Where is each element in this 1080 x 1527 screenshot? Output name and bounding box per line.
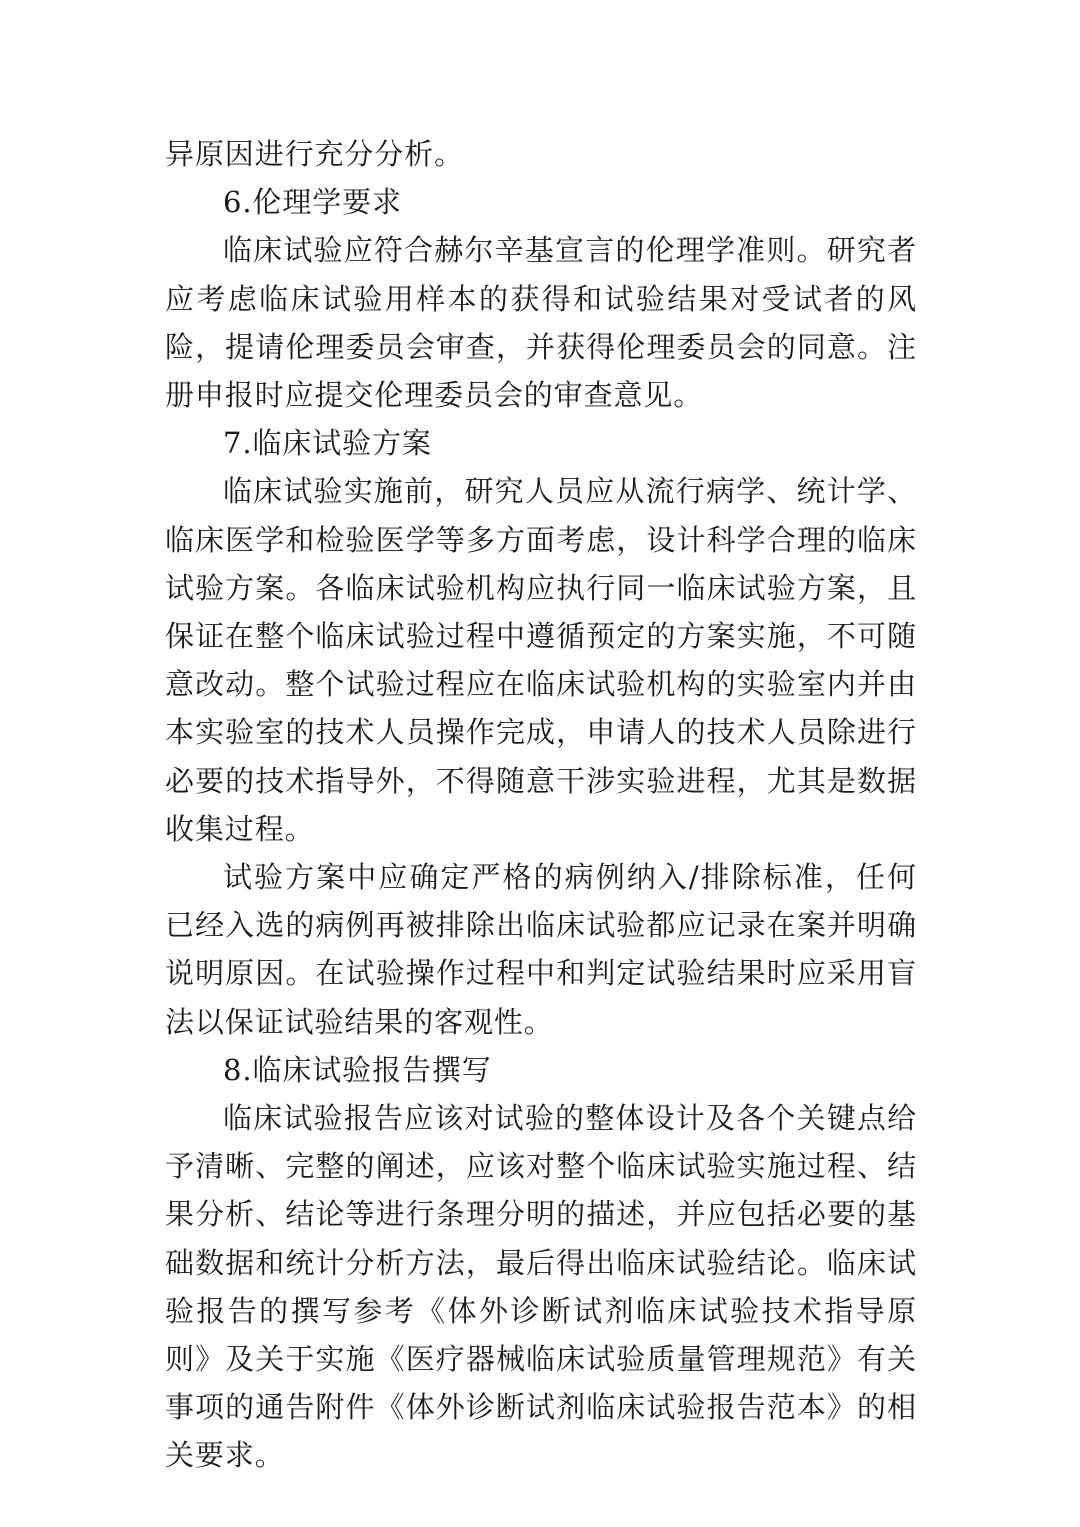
paragraph-continuation: 异原因进行充分分析。 [165,137,465,171]
paragraph-report: 临床试验报告应该对试验的整体设计及各个关键点给予清晰、完整的阐述，应该对整个临床试验实施过程、结果分析、结论等进行条理分明的描述，并应包括必要的基础数据和统计分析方法，最后得出临床试验结论。临床试验报告的撰写参考《体外诊断试剂临床试验技术指导原则》及关于实施《医疗器械临床试验质量管理规范》有关事项的通告附件《体外诊断试剂临床试验报告范本》的相关要求。 [165,1101,917,1473]
document-body [165,130,917,1480]
section-heading-protocol: 7.临床试验方案 [223,426,432,461]
paragraph-protocol: 临床试验实施前，研究人员应从流行病学、统计学、临床医学和检验医学等多方面考虑，设计科学合理的临床试验方案。各临床试验机构应执行同一临床试验方案，且保证在整个临床试验过程中遵循预定的方案实施，不可随意改动。整个试验过程应在临床试验机构的实验室内并由本实验室的技术人员操作完成，申请人的技术人员除进行必要的技术指导外，不得随意干涉实验进程，尤其是数据收集过程。 [165,474,917,846]
section-heading-ethics: 6.伦理学要求 [223,185,402,220]
section-heading-report: 8.临床试验报告撰写 [223,1052,492,1087]
paragraph-ethics: 临床试验应符合赫尔辛基宣言的伦理学准则。研究者应考虑临床试验用样本的获得和试验结果对受试者的风险，提请伦理委员会审查，并获得伦理委员会的同意。注册申报时应提交伦理委员会的审查意见。 [165,233,917,413]
paragraph-protocol-criteria: 试验方案中应确定严格的病例纳入/排除标准，任何已经入选的病例再被排除出临床试验都应记录在案并明确说明原因。在试验操作过程中和判定试验结果时应采用盲法以保证试验结果的客观性。 [165,860,917,1039]
